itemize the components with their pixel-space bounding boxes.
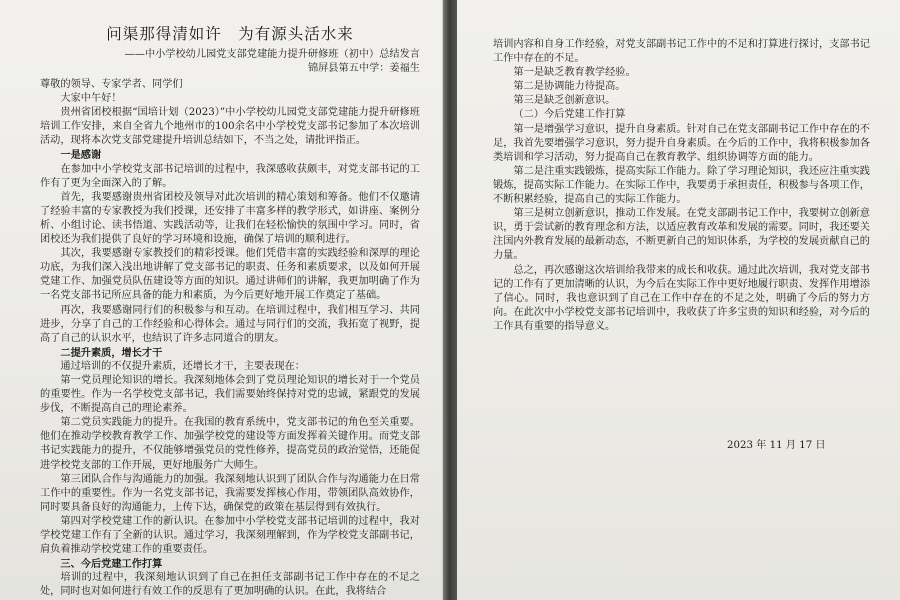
page-subtitle: ——中小学校幼儿园党支部党建能力提升研修班（初中）总结发言 [124, 49, 420, 60]
section-heading: 二提升素质，增长才干 [60, 346, 163, 359]
book-gutter [443, 0, 457, 600]
section-heading: 三、今后党建工作打算 [60, 558, 163, 571]
body-paragraph: 第一党员理论知识的增长。我深刻地体会到了党员理论知识的增长对于一个党员的重要性。作为一名学校党支部书记，我们需要始终保持对党的忠诚，紧跟党的发展步伐，不断提高自己的理论素养。 [40, 374, 420, 415]
document-date: 2023 年 11 月 17 日 [727, 440, 826, 451]
body-paragraph: 大家中午好！ [60, 93, 122, 105]
page-title: 问渠那得清如许 为有源头活水来 [106, 25, 354, 43]
body-paragraph: 培训的过程中，我深刻地认识到了自己在担任支部副书记工作中存在的不足之处，同时也对如何进行有效工作的反思有了更加明确的认识。在此，我将结合 [40, 572, 420, 598]
body-paragraph: 第三是缺乏创新意识。 [513, 95, 616, 107]
author-line: 锦屏县第五中学：姜福生 [307, 63, 420, 74]
section-heading: 一是感谢 [60, 149, 102, 162]
left-page-body [40, 78, 420, 599]
body-paragraph: 第二是注重实践锻炼，提高实际工作能力。除了学习理论知识，我还应注重实践锻炼，提高实际工作能力。在实际工作中，我要勇于承担责任，积极参与各项工作，不断积累经验，提高自己的实际工作能力。 [493, 165, 870, 206]
body-paragraph: 再次，我要感谢同行们的积极参与和互动。在培训过程中，我们相互学习、共同进步，分享了自己的工作经验和心得体会。通过与同行们的交流，我拓宽了视野，提高了自己的认识水平，也结识了许多志同道合的朋友。 [40, 304, 420, 344]
body-paragraph: 总之，再次感谢这次培训给我带来的成长和收获。通过此次培训，我对党支部书记的工作有了更加清晰的认识，为今后在实际工作中更好地履行职责、发挥作用增添了信心。同时，我也意识到了自己在工作中存在的不足之处，明确了今后的努力方向。在此次中小学校党支部书记培训中，我收获了许多宝贵的知识和经验，对今后的工作具有重要的指导意义。 [493, 264, 870, 332]
body-paragraph: 第四对学校党建工作的新认识。在参加中小学校党支部书记培训的过程中，我对学校党建工作有了全新的认识。通过学习，我深刻理解到，作为学校党支部副书记，肩负着推动学校党建工作的重要责任。 [40, 515, 420, 556]
body-paragraph: （二）今后党建工作打算 [513, 109, 626, 121]
body-paragraph: 首先，我要感谢贵州省团校及领导对此次培训的精心策划和筹备。他们不仅邀请了经验丰富的专家教授为我们授课，还安排了丰富多样的教学形式，如讲座、案例分析、小组讨论、读书悟道、实践活动等，让我们在轻松愉快的氛围中学习。同时，省团校还为我们提供了良好的学习环境和设施，确保了培训的顺利进行。 [40, 191, 420, 246]
body-paragraph: 尊敬的领导、专家学者、同学们 [40, 79, 183, 90]
body-paragraph: 第二是协调能力待提高。 [513, 81, 626, 93]
body-paragraph: 贵州省团校根据“国培计划（2023）”中小学校幼儿园党支部党建能力提升研修班培训工作安排，来自全省九个地州市的100余名中小学校党支部书记参加了本次培训活动，现将本次党支部党建提升培训总结如下，不当之处，请批评指正。 [40, 107, 420, 147]
body-paragraph: 培训内容和自身工作经验，对党支部副书记工作中的不足和打算进行探讨，支部书记工作中存在的不足。 [493, 39, 870, 65]
body-paragraph: 第三是树立创新意识，推动工作发展。在党支部副书记工作中，我要树立创新意识，勇于尝试新的教育理念和方法，以适应教育改革和发展的需要。同时，我还要关注国内外教育发展的最新动态，不断更新自己的知识体系，为学校的发展贡献自己的力量。 [493, 208, 870, 262]
body-paragraph: 通过培训的不仅提升素质，还增长才干，主要表现在： [60, 360, 305, 372]
right-page-body [493, 38, 870, 334]
body-paragraph: 第一是增强学习意识，提升自身素质。针对自己在党支部副书记工作中存在的不足，我首先要增强学习意识，努力提升自身素质。在今后的工作中，我将积极参加各类培训和学习活动，努力提高自己在教育教学、组织协调等方面的能力。 [493, 123, 870, 163]
body-paragraph: 第二党员实践能力的提升。在我国的教育系统中，党支部书记的角色至关重要。他们在推动学校教育教学工作、加强学校党的建设等方面发挥着关键作用。而党支部书记实践能力的提升，不仅能够增强党员的党性修养，提高党员的政治觉悟，还能促进学校党支部的工作开展，更好地服务广大师生。 [40, 417, 420, 471]
left-page [0, 0, 443, 600]
body-paragraph: 第一是缺乏教育教学经验。 [513, 67, 636, 79]
body-paragraph: 其次，我要感谢专家教授们的精彩授课。他们凭借丰富的实践经验和深厚的理论功底，为我们深入浅出地讲解了党支部书记的职责、任务和素质要求，以及如何开展党建工作、加强党员队伍建设等方面的知识。通过讲师们的讲解，我更加明确了作为一名党支部书记所应具备的能力和素质，为今后更好地开展工作奠定了基础。 [40, 248, 420, 302]
right-page [457, 0, 900, 600]
body-paragraph: 第三团队合作与沟通能力的加强。我深刻地认识到了团队合作与沟通能力在日常工作中的重要性。作为一名党支部书记，我需要发挥核心作用，带领团队高效协作，同时要具备良好的沟通能力，上传下达，确保党的政策在基层得到有效执行。 [40, 473, 420, 513]
body-paragraph: 在参加中小学校党支部书记培训的过程中，我深感收获颇丰，对党支部书记的工作有了更为全面深入的了解。 [40, 163, 420, 189]
